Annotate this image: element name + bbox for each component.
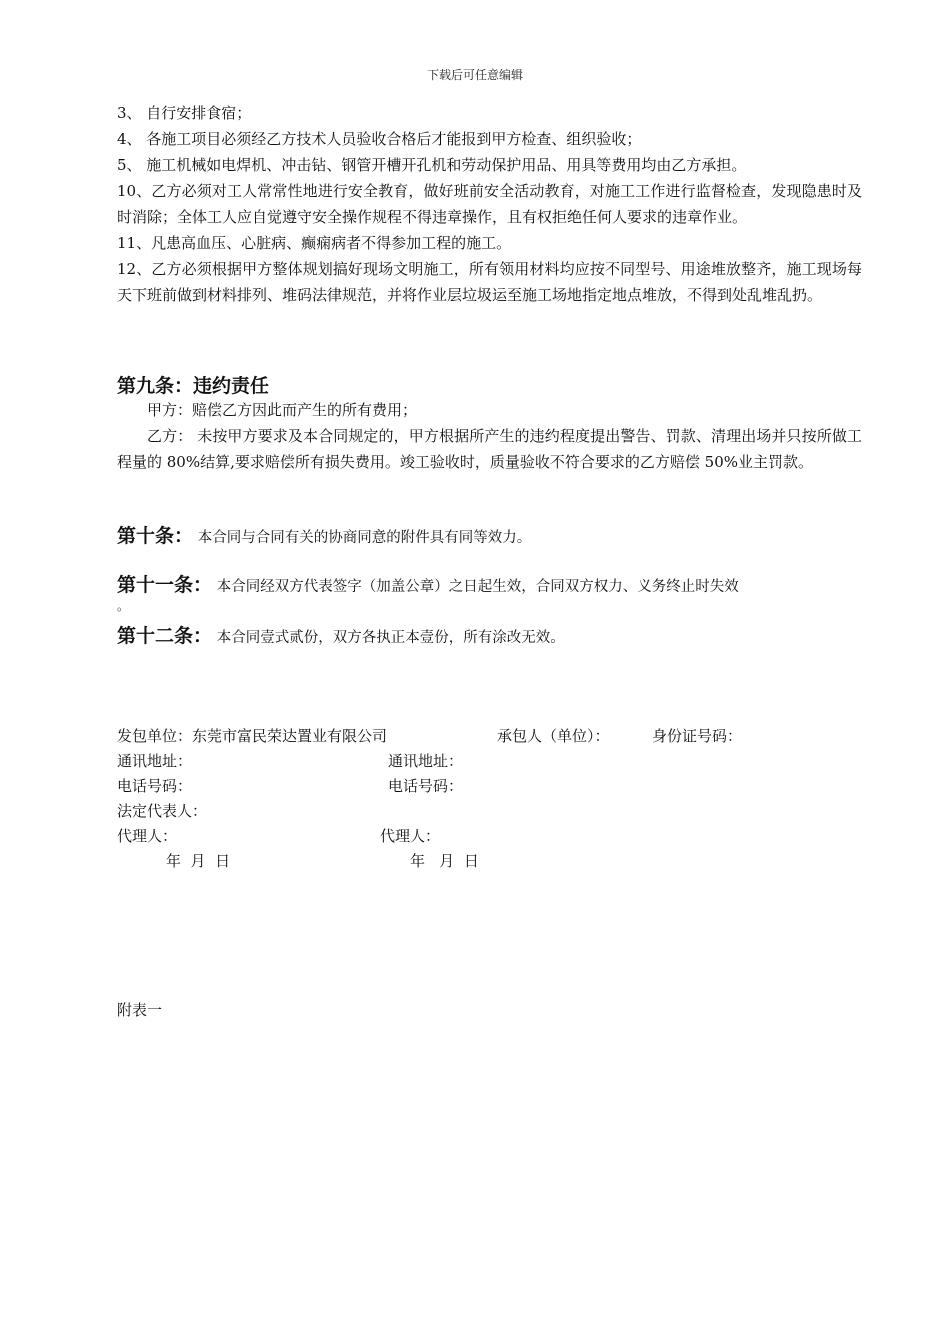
id-number-label: 身份证号码： (652, 727, 743, 745)
appendix-label: 附表一 (117, 1001, 163, 1019)
article-12 (117, 623, 862, 651)
article-10-text: 本合同与合同有关的协商同意的附件具有同等效力。 (197, 530, 532, 546)
article-11-text: 本合同经双方代表签字（加盖公章）之日起生效，合同双方权力、义务终止时失效 (216, 579, 739, 595)
article-9-title: 第九条：违约责任 (117, 375, 270, 397)
employer-date: 年 月 日 (166, 852, 231, 870)
contractor-address: 通讯地址： (388, 752, 464, 770)
article-10-title: 第十条： (117, 525, 194, 547)
clause-item: 4、 各施工项目必须经乙方技术人员验收合格后才能报到甲方检查、组织验收； (117, 130, 642, 148)
article-12-text: 本合同壹式贰份，双方各执正本壹份，所有涂改无效。 (216, 630, 565, 646)
clause-item: 11、凡患高血压、心脏病、癫痫病者不得参加工程的施工。 (117, 234, 512, 252)
clause-item: 10、乙方必须对工人常常性地进行安全教育，做好班前安全活动教育，对施工工作进行监督检查，发现隐患时及时消除；全体工人应自觉遵守安全操作规程不得违章操作，且有权拒绝任何人要求的违章作业。 (117, 182, 862, 226)
employer-unit: 发包单位：东莞市富民荣达置业有限公司 (117, 727, 388, 745)
employer-address: 通讯地址： (117, 752, 193, 770)
clause-list (117, 100, 862, 308)
article-12-title: 第十二条： (117, 625, 213, 647)
article-11 (117, 573, 862, 613)
article-11-tail: 。 (117, 599, 130, 613)
clause-item: 5、 施工机械如电焊机、冲击钻、钢管开槽开孔机和劳动保护用品、用具等费用均由乙方承担。 (117, 156, 747, 174)
article-9 (117, 373, 862, 475)
employer-legal-rep: 法定代表人： (117, 802, 208, 820)
article-10 (117, 523, 862, 551)
employer-agent: 代理人： (117, 827, 178, 845)
contractor-agent: 代理人： (380, 827, 441, 845)
contractor-unit: 承包人（单位）： (497, 727, 610, 745)
article-9-party-a: 甲方：赔偿乙方因此而产生的所有费用； (147, 401, 418, 419)
clause-item: 12、乙方必须根据甲方整体规划搞好现场文明施工，所有领用材料均应按不同型号、用途堆放整齐，施工现场每天下班前做到材料排列、堆码法律规范，并将作业层垃圾运至施工场地指定地点堆放，不得到处乱堆乱扔。 (117, 260, 862, 304)
article-9-party-b: 乙方： 未按甲方要求及本合同规定的，甲方根据所产生的违约程度提出警告、罚款、清理出场并只按所做工程量的 80%结算,要求赔偿所有损失费用。竣工验收时，质量验收不符合要求的乙方赔偿 50%业主罚款。 (117, 427, 862, 471)
clause-item: 3、 自行安排食宿； (117, 104, 252, 122)
page-header: 下载后可任意编辑 (426, 68, 523, 82)
contractor-phone: 电话号码： (388, 777, 464, 795)
contractor-date: 年 月 日 (410, 852, 479, 870)
employer-phone: 电话号码： (117, 777, 193, 795)
article-11-title: 第十一条： (117, 574, 213, 596)
